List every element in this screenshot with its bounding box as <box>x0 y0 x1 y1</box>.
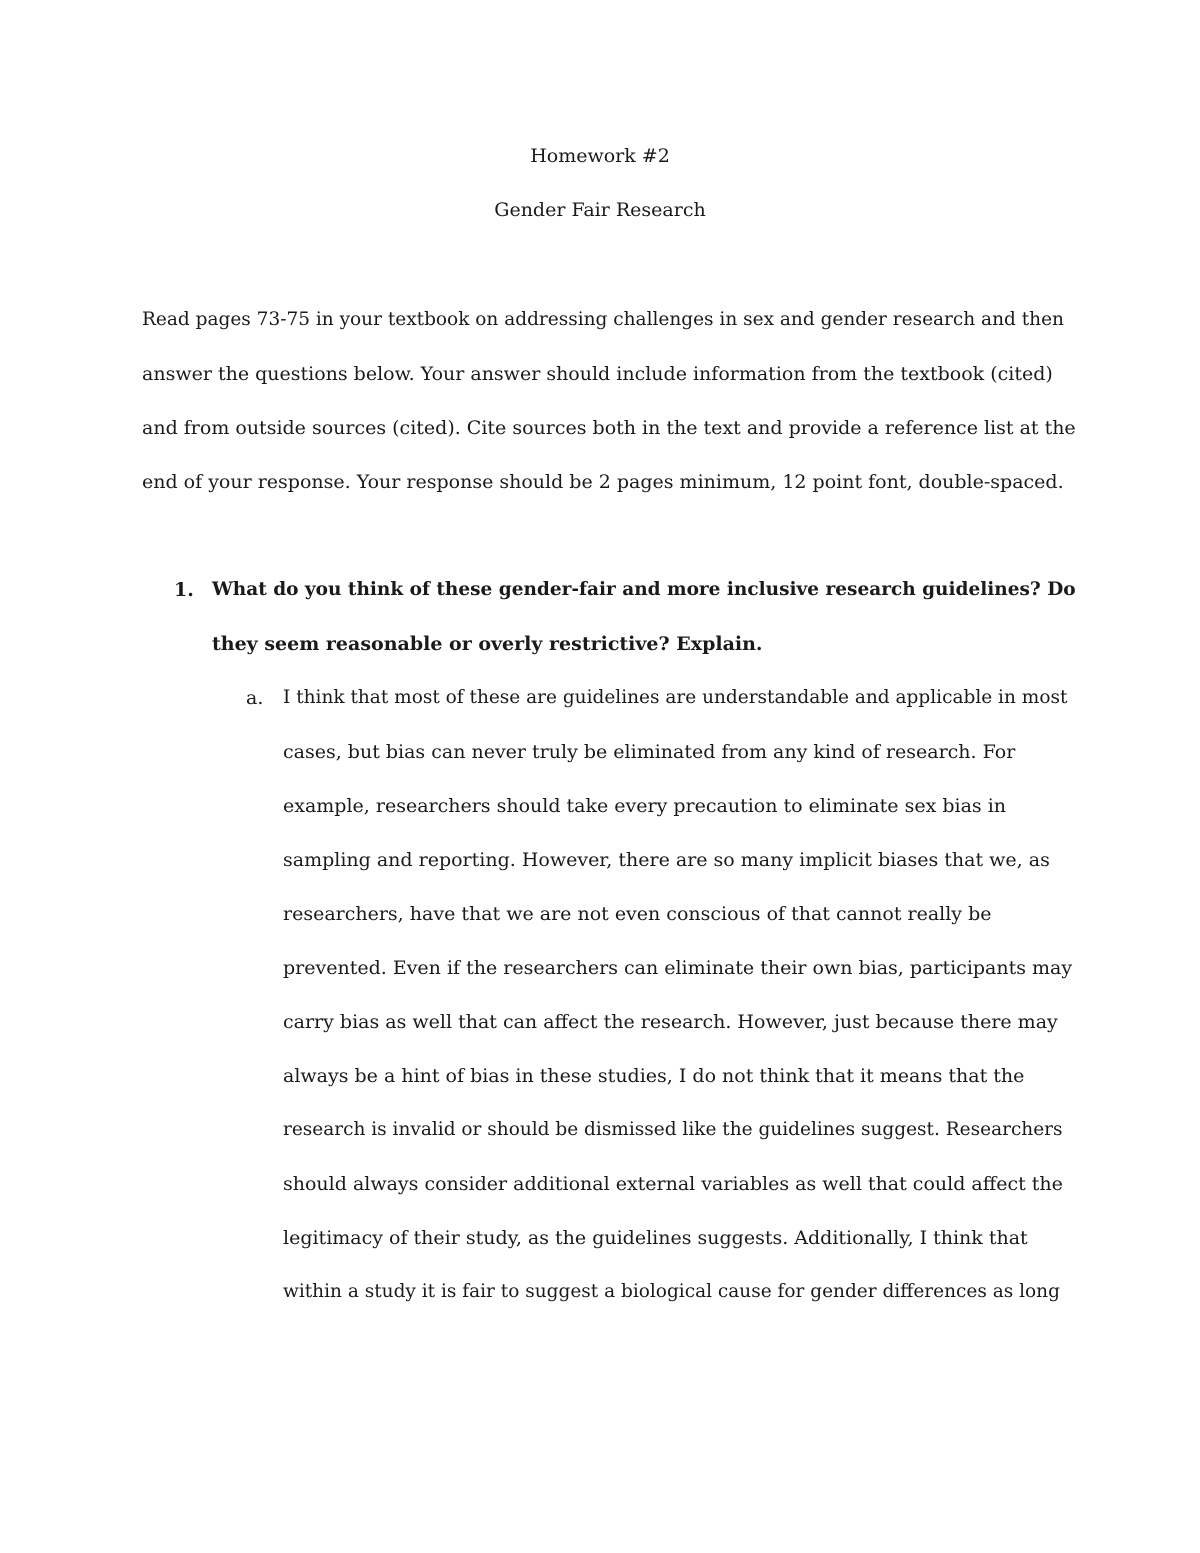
answer-line: should always consider additional external variables as well that could affect the <box>283 1173 1063 1195</box>
answer-marker: a. <box>246 687 264 709</box>
question-line: they seem reasonable or overly restrictive? Explain. <box>212 633 763 655</box>
answer-line: legitimacy of their study, as the guidelines suggests. Additionally, I think that <box>283 1227 1028 1249</box>
instructions-line: and from outside sources (cited). Cite sources both in the text and provide a reference list at the <box>142 417 1076 439</box>
instructions-line: Read pages 73-75 in your textbook on addressing challenges in sex and gender research and then <box>142 309 1064 330</box>
document-title: Homework #2 <box>530 145 670 167</box>
instructions-line: answer the questions below. Your answer should include information from the textbook (cited) <box>142 363 1053 385</box>
question-number: 1. <box>174 579 194 601</box>
answer-line: I think that most of these are guidelines are understandable and applicable in most <box>283 687 1068 708</box>
answer-line: researchers, have that we are not even conscious of that cannot really be <box>283 903 992 925</box>
answer-line: prevented. Even if the researchers can eliminate their own bias, participants may <box>283 957 1073 979</box>
instructions-line: end of your response. Your response should be 2 pages minimum, 12 point font, double-spaced. <box>142 471 1064 493</box>
answer-line: research is invalid or should be dismissed like the guidelines suggest. Researchers <box>283 1119 1063 1140</box>
question-line: What do you think of these gender-fair and more inclusive research guidelines? Do <box>212 579 1076 600</box>
answer-line: within a study it is fair to suggest a biological cause for gender differences as long <box>283 1281 1060 1302</box>
answer-line: example, researchers should take every precaution to eliminate sex bias in <box>283 795 1007 817</box>
document-subtitle: Gender Fair Research <box>494 199 706 221</box>
answer-line: carry bias as well that can affect the research. However, just because there may <box>283 1011 1058 1033</box>
answer-line: always be a hint of bias in these studies, I do not think that it means that the <box>283 1065 1025 1087</box>
answer-line: cases, but bias can never truly be eliminated from any kind of research. For <box>283 741 1016 763</box>
answer-line: sampling and reporting. However, there are so many implicit biases that we, as <box>283 849 1050 871</box>
